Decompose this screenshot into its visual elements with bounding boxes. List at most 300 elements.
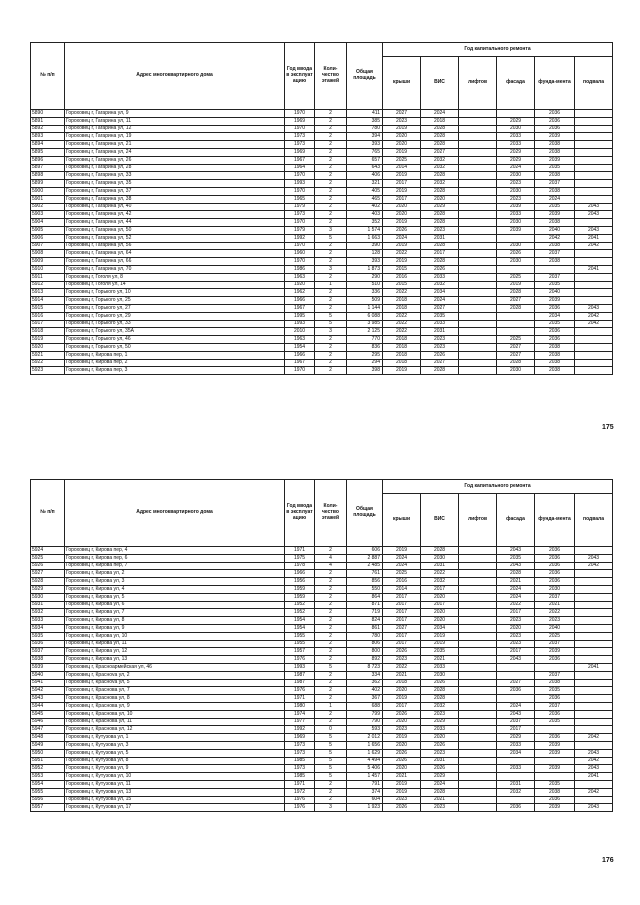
cell-area: 5 406: [347, 765, 383, 773]
cell-basement: [575, 328, 613, 336]
cell-basement: [575, 273, 613, 281]
cell-basement: 2041: [575, 773, 613, 781]
cell-floors: 2: [315, 110, 347, 118]
cell-lift: [459, 695, 497, 703]
cell-num: 5940: [31, 671, 65, 679]
cell-foundation: 2036: [535, 570, 575, 578]
cell-facade: 2029: [497, 734, 535, 742]
cell-basement: [575, 180, 613, 188]
header-num: № п/п: [31, 43, 65, 110]
table-row: [31, 640, 613, 648]
cell-foundation: 2036: [535, 125, 575, 133]
cell-year: 1993: [285, 663, 315, 671]
cell-area: 362: [347, 679, 383, 687]
cell-vis: 2028: [421, 211, 459, 219]
cell-address: Гороховец г, Кутузова ул, 1: [65, 734, 285, 742]
cell-num: 5950: [31, 749, 65, 757]
cell-lift: [459, 585, 497, 593]
cell-basement: 2042: [575, 320, 613, 328]
cell-foundation: 2036: [535, 796, 575, 804]
cell-roof: 2014: [383, 585, 421, 593]
table-row: [31, 164, 613, 172]
cell-basement: [575, 336, 613, 344]
cell-lift: [459, 336, 497, 344]
header-vis: ВИС: [421, 57, 459, 110]
table-row: [31, 585, 613, 593]
cell-roof: 2018: [383, 297, 421, 305]
cell-address: Гороховец г, Гагарина ул, 11: [65, 117, 285, 125]
cell-vis: 2033: [421, 726, 459, 734]
cell-basement: [575, 172, 613, 180]
table-row: [31, 367, 613, 375]
cell-basement: [575, 624, 613, 632]
cell-year: 1969: [285, 734, 315, 742]
cell-foundation: 2038: [535, 219, 575, 227]
cell-address: Гороховец г, Кирова пер, 4: [65, 547, 285, 555]
cell-basement: [575, 351, 613, 359]
cell-lift: [459, 250, 497, 258]
cell-facade: 2027: [497, 343, 535, 351]
cell-vis: 2031: [421, 328, 459, 336]
cell-lift: [459, 578, 497, 586]
cell-num: 5945: [31, 710, 65, 718]
cell-roof: 2023: [383, 796, 421, 804]
cell-vis: 2023: [421, 804, 459, 812]
cell-lift: [459, 773, 497, 781]
cell-basement: [575, 289, 613, 297]
cell-roof: 2022: [383, 250, 421, 258]
cell-area: 761: [347, 570, 383, 578]
cell-num: 5938: [31, 656, 65, 664]
cell-year: 1993: [285, 320, 315, 328]
cell-area: 856: [347, 578, 383, 586]
cell-year: 1959: [285, 593, 315, 601]
cell-area: 2 485: [347, 562, 383, 570]
cell-year: 1987: [285, 671, 315, 679]
cell-basement: [575, 187, 613, 195]
cell-area: 509: [347, 297, 383, 305]
header-area: Общая площадь: [347, 43, 383, 110]
cell-year: 1970: [285, 258, 315, 266]
cell-year: 1964: [285, 164, 315, 172]
cell-area: 806: [347, 640, 383, 648]
cell-lift: [459, 304, 497, 312]
cell-floors: 5: [315, 663, 347, 671]
cell-roof: 2024: [383, 234, 421, 242]
cell-address: Гороховец г, Кирова ул, 4: [65, 585, 285, 593]
cell-year: 1987: [285, 679, 315, 687]
cell-num: 5905: [31, 226, 65, 234]
cell-vis: 2023: [421, 343, 459, 351]
cell-vis: 2032: [421, 180, 459, 188]
cell-num: 5953: [31, 773, 65, 781]
cell-area: 336: [347, 289, 383, 297]
cell-floors: 2: [315, 203, 347, 211]
cell-lift: [459, 788, 497, 796]
cell-basement: [575, 281, 613, 289]
cell-area: 393: [347, 141, 383, 149]
table-row: [31, 749, 613, 757]
cell-basement: [575, 156, 613, 164]
cell-floors: 5: [315, 312, 347, 320]
cell-basement: 2041: [575, 265, 613, 273]
cell-area: 780: [347, 632, 383, 640]
cell-foundation: 2035: [535, 281, 575, 289]
cell-area: 791: [347, 780, 383, 788]
cell-vis: 2028: [421, 695, 459, 703]
cell-area: 403: [347, 211, 383, 219]
cell-area: 1 663: [347, 234, 383, 242]
cell-lift: [459, 117, 497, 125]
table-row: [31, 648, 613, 656]
cell-lift: [459, 148, 497, 156]
cell-num: 5932: [31, 609, 65, 617]
cell-year: 1956: [285, 578, 315, 586]
cell-year: 1995: [285, 312, 315, 320]
table-row: [31, 632, 613, 640]
cell-vis: 2031: [421, 234, 459, 242]
header-address: Адрес многоквартирного дома: [65, 43, 285, 110]
cell-area: 719: [347, 609, 383, 617]
cell-num: 5907: [31, 242, 65, 250]
cell-year: 1977: [285, 718, 315, 726]
cell-facade: [497, 695, 535, 703]
cell-facade: [497, 773, 535, 781]
cell-basement: [575, 219, 613, 227]
cell-address: Гороховец г, Красноva ул, 5: [65, 679, 285, 687]
cell-roof: 2020: [383, 718, 421, 726]
header-basement: подвала: [575, 57, 613, 110]
table-row: [31, 304, 613, 312]
cell-floors: 2: [315, 133, 347, 141]
cell-floors: 2: [315, 632, 347, 640]
cell-num: 5924: [31, 547, 65, 555]
cell-year: 1980: [285, 702, 315, 710]
cell-lift: [459, 273, 497, 281]
cell-vis: 2020: [421, 593, 459, 601]
cell-vis: 2028: [421, 187, 459, 195]
cell-facade: 2023: [497, 617, 535, 625]
cell-foundation: 2036: [535, 734, 575, 742]
cell-year: 1970: [285, 242, 315, 250]
cell-roof: 2018: [383, 304, 421, 312]
cell-foundation: 2036: [535, 336, 575, 344]
cell-num: 5937: [31, 648, 65, 656]
cell-area: 406: [347, 172, 383, 180]
cell-area: 128: [347, 250, 383, 258]
cell-num: 5908: [31, 250, 65, 258]
cell-address: Гороховец г, Гагарина ул, 66: [65, 258, 285, 266]
table-row: [31, 734, 613, 742]
cell-address: Гороховец г, Гагарина ул, 50: [65, 226, 285, 234]
cell-year: 1986: [285, 265, 315, 273]
cell-roof: 2019: [383, 547, 421, 555]
cell-area: 871: [347, 601, 383, 609]
cell-foundation: 2038: [535, 187, 575, 195]
cell-floors: 5: [315, 749, 347, 757]
cell-floors: 2: [315, 687, 347, 695]
cell-address: Гороховец г, Горького ул, 27: [65, 304, 285, 312]
cell-vis: 2027: [421, 304, 459, 312]
cell-area: 411: [347, 110, 383, 118]
cell-lift: [459, 367, 497, 375]
cell-floors: 2: [315, 578, 347, 586]
cell-lift: [459, 156, 497, 164]
cell-year: 1959: [285, 585, 315, 593]
cell-floors: 2: [315, 671, 347, 679]
cell-area: 393: [347, 258, 383, 266]
cell-floors: 1: [315, 702, 347, 710]
cell-roof: 2020: [383, 687, 421, 695]
header-foundation: фунда-мента: [535, 494, 575, 547]
header-num: № п/п: [31, 480, 65, 547]
cell-basement: [575, 359, 613, 367]
cell-address: Гороховец г, Краснова ул, 10: [65, 710, 285, 718]
cell-foundation: 2037: [535, 593, 575, 601]
cell-vis: 2020: [421, 734, 459, 742]
cell-foundation: [535, 726, 575, 734]
cell-vis: 2023: [421, 749, 459, 757]
cell-area: 604: [347, 796, 383, 804]
cell-num: 5954: [31, 780, 65, 788]
cell-address: Гороховец г, Горького ул, 33: [65, 320, 285, 328]
cell-year: 1969: [285, 148, 315, 156]
cell-floors: 2: [315, 679, 347, 687]
cell-roof: 2022: [383, 328, 421, 336]
cell-floors: 2: [315, 796, 347, 804]
cell-address: Гороховец г, Кирова ул, 6: [65, 601, 285, 609]
cell-basement: [575, 117, 613, 125]
cell-area: 465: [347, 195, 383, 203]
cell-vis: 2020: [421, 617, 459, 625]
cell-facade: 2028: [497, 304, 535, 312]
cell-address: Гороховец г, Кирова ул, 9: [65, 624, 285, 632]
cell-roof: 2020: [383, 765, 421, 773]
cell-num: 5926: [31, 562, 65, 570]
cell-facade: 2024: [497, 702, 535, 710]
cell-lift: [459, 609, 497, 617]
cell-lift: [459, 141, 497, 149]
cell-address: Гороховец г, Гагарина ул, 21: [65, 141, 285, 149]
cell-address: Гороховец г, Гагарина ул, 42: [65, 211, 285, 219]
cell-address: Гороховец г, Гоголя ул, 8: [65, 273, 285, 281]
cell-floors: 3: [315, 328, 347, 336]
table-row: [31, 133, 613, 141]
cell-floors: 2: [315, 187, 347, 195]
table-row: [31, 570, 613, 578]
cell-roof: 2020: [383, 133, 421, 141]
cell-floors: 2: [315, 148, 347, 156]
table-row: [31, 757, 613, 765]
cell-vis: 2029: [421, 773, 459, 781]
cell-roof: 2024: [383, 562, 421, 570]
cell-foundation: 2035: [535, 203, 575, 211]
cell-num: 5933: [31, 617, 65, 625]
cell-basement: [575, 601, 613, 609]
cell-vis: 2034: [421, 624, 459, 632]
cell-address: Гороховец г, Кутузова ул, 5: [65, 749, 285, 757]
cell-num: 5919: [31, 336, 65, 344]
cell-lift: [459, 110, 497, 118]
cell-lift: [459, 570, 497, 578]
cell-facade: 2024: [497, 164, 535, 172]
cell-address: Гороховец г, Кирова ул, 2: [65, 570, 285, 578]
cell-lift: [459, 601, 497, 609]
cell-facade: 2036: [497, 804, 535, 812]
cell-num: 5920: [31, 343, 65, 351]
table-row: [31, 234, 613, 242]
cell-address: Гороховец г, Кирова ул, 8: [65, 617, 285, 625]
cell-foundation: 2036: [535, 562, 575, 570]
cell-roof: 2026: [383, 757, 421, 765]
cell-year: 1970: [285, 187, 315, 195]
cell-roof: 2025: [383, 156, 421, 164]
cell-foundation: 2038: [535, 172, 575, 180]
cell-vis: 2026: [421, 351, 459, 359]
cell-roof: 2017: [383, 702, 421, 710]
cell-area: 892: [347, 656, 383, 664]
cell-roof: 2017: [383, 640, 421, 648]
cell-facade: 2039: [497, 203, 535, 211]
table-row: [31, 788, 613, 796]
cell-address: Гороховец г, Кутузова ул, 10: [65, 773, 285, 781]
cell-num: 5901: [31, 195, 65, 203]
cell-foundation: 2030: [535, 585, 575, 593]
cell-facade: 2033: [497, 133, 535, 141]
cell-num: 5948: [31, 734, 65, 742]
cell-floors: 2: [315, 367, 347, 375]
cell-area: 1 873: [347, 265, 383, 273]
cell-floors: 2: [315, 593, 347, 601]
cell-lift: [459, 242, 497, 250]
cell-year: 1963: [285, 336, 315, 344]
cell-foundation: 2025: [535, 632, 575, 640]
cell-roof: 2020: [383, 141, 421, 149]
cell-foundation: 2040: [535, 226, 575, 234]
cell-foundation: 2035: [535, 164, 575, 172]
cell-num: 5895: [31, 148, 65, 156]
cell-floors: 2: [315, 640, 347, 648]
cell-lift: [459, 554, 497, 562]
cell-floors: 3: [315, 226, 347, 234]
cell-num: 5928: [31, 578, 65, 586]
cell-vis: 2020: [421, 609, 459, 617]
cell-address: Гороховец г, Кутузова ул, 3: [65, 741, 285, 749]
cell-area: 402: [347, 687, 383, 695]
cell-address: Гороховец г, Краснова ул, 11: [65, 718, 285, 726]
cell-floors: 2: [315, 617, 347, 625]
cell-num: 5913: [31, 289, 65, 297]
cell-floors: 4: [315, 562, 347, 570]
table-row: [31, 187, 613, 195]
cell-basement: [575, 695, 613, 703]
cell-roof: 2019: [383, 734, 421, 742]
table-row: [31, 281, 613, 289]
cell-year: 1957: [285, 648, 315, 656]
cell-year: 1976: [285, 796, 315, 804]
cell-address: Гороховец г, Гагарина ул, 64: [65, 250, 285, 258]
cell-year: 1973: [285, 741, 315, 749]
cell-facade: 2027: [497, 351, 535, 359]
cell-address: Гороховец г, Горького ул, 46: [65, 336, 285, 344]
cell-floors: 2: [315, 780, 347, 788]
cell-year: 1960: [285, 250, 315, 258]
cell-address: Гороховец г, Гагарина ул, 9: [65, 110, 285, 118]
cell-roof: 2014: [383, 164, 421, 172]
cell-num: 5952: [31, 765, 65, 773]
cell-foundation: 2039: [535, 156, 575, 164]
cell-num: 5909: [31, 258, 65, 266]
cell-facade: [497, 234, 535, 242]
table-row: [31, 562, 613, 570]
cell-roof: 2017: [383, 593, 421, 601]
cell-facade: 2033: [497, 211, 535, 219]
cell-lift: [459, 312, 497, 320]
cell-floors: 2: [315, 180, 347, 188]
cell-num: 5941: [31, 679, 65, 687]
cell-facade: 2028: [497, 289, 535, 297]
cell-basement: [575, 297, 613, 305]
cell-foundation: 2036: [535, 710, 575, 718]
cell-foundation: 2036: [535, 578, 575, 586]
cell-foundation: 2042: [535, 234, 575, 242]
cell-num: 5904: [31, 219, 65, 227]
cell-address: Гороховец г, Краснова ул, 12: [65, 726, 285, 734]
table-row: [31, 297, 613, 305]
cell-facade: 2023: [497, 180, 535, 188]
cell-num: 5947: [31, 726, 65, 734]
cell-vis: 2032: [421, 281, 459, 289]
cell-vis: 2028: [421, 242, 459, 250]
cell-year: 1966: [285, 297, 315, 305]
cell-floors: 2: [315, 343, 347, 351]
cell-num: 5946: [31, 718, 65, 726]
cell-num: 5906: [31, 234, 65, 242]
cell-floors: 3: [315, 265, 347, 273]
cell-area: 290: [347, 273, 383, 281]
cell-vis: 2027: [421, 359, 459, 367]
cell-foundation: 2038: [535, 343, 575, 351]
cell-vis: 2022: [421, 570, 459, 578]
cell-vis: 2035: [421, 648, 459, 656]
cell-num: 5903: [31, 211, 65, 219]
cell-year: 1971: [285, 695, 315, 703]
cell-num: 5949: [31, 741, 65, 749]
cell-vis: 2024: [421, 297, 459, 305]
cell-foundation: 2035: [535, 320, 575, 328]
cell-foundation: 2023: [535, 617, 575, 625]
cell-foundation: 2039: [535, 211, 575, 219]
cell-year: 1974: [285, 710, 315, 718]
cell-area: 394: [347, 133, 383, 141]
cell-roof: 2026: [383, 226, 421, 234]
cell-basement: [575, 726, 613, 734]
cell-roof: 2015: [383, 265, 421, 273]
cell-area: 367: [347, 695, 383, 703]
table-body: [31, 110, 613, 375]
cell-basement: 2043: [575, 203, 613, 211]
cell-lift: [459, 289, 497, 297]
cell-vis: 2032: [421, 164, 459, 172]
cell-address: Гороховец г, Краснова ул, 7: [65, 687, 285, 695]
cell-year: 1963: [285, 273, 315, 281]
table-row: [31, 141, 613, 149]
cell-vis: 2033: [421, 663, 459, 671]
cell-floors: 2: [315, 141, 347, 149]
cell-foundation: 2038: [535, 359, 575, 367]
cell-num: 5955: [31, 788, 65, 796]
cell-floors: 2: [315, 117, 347, 125]
